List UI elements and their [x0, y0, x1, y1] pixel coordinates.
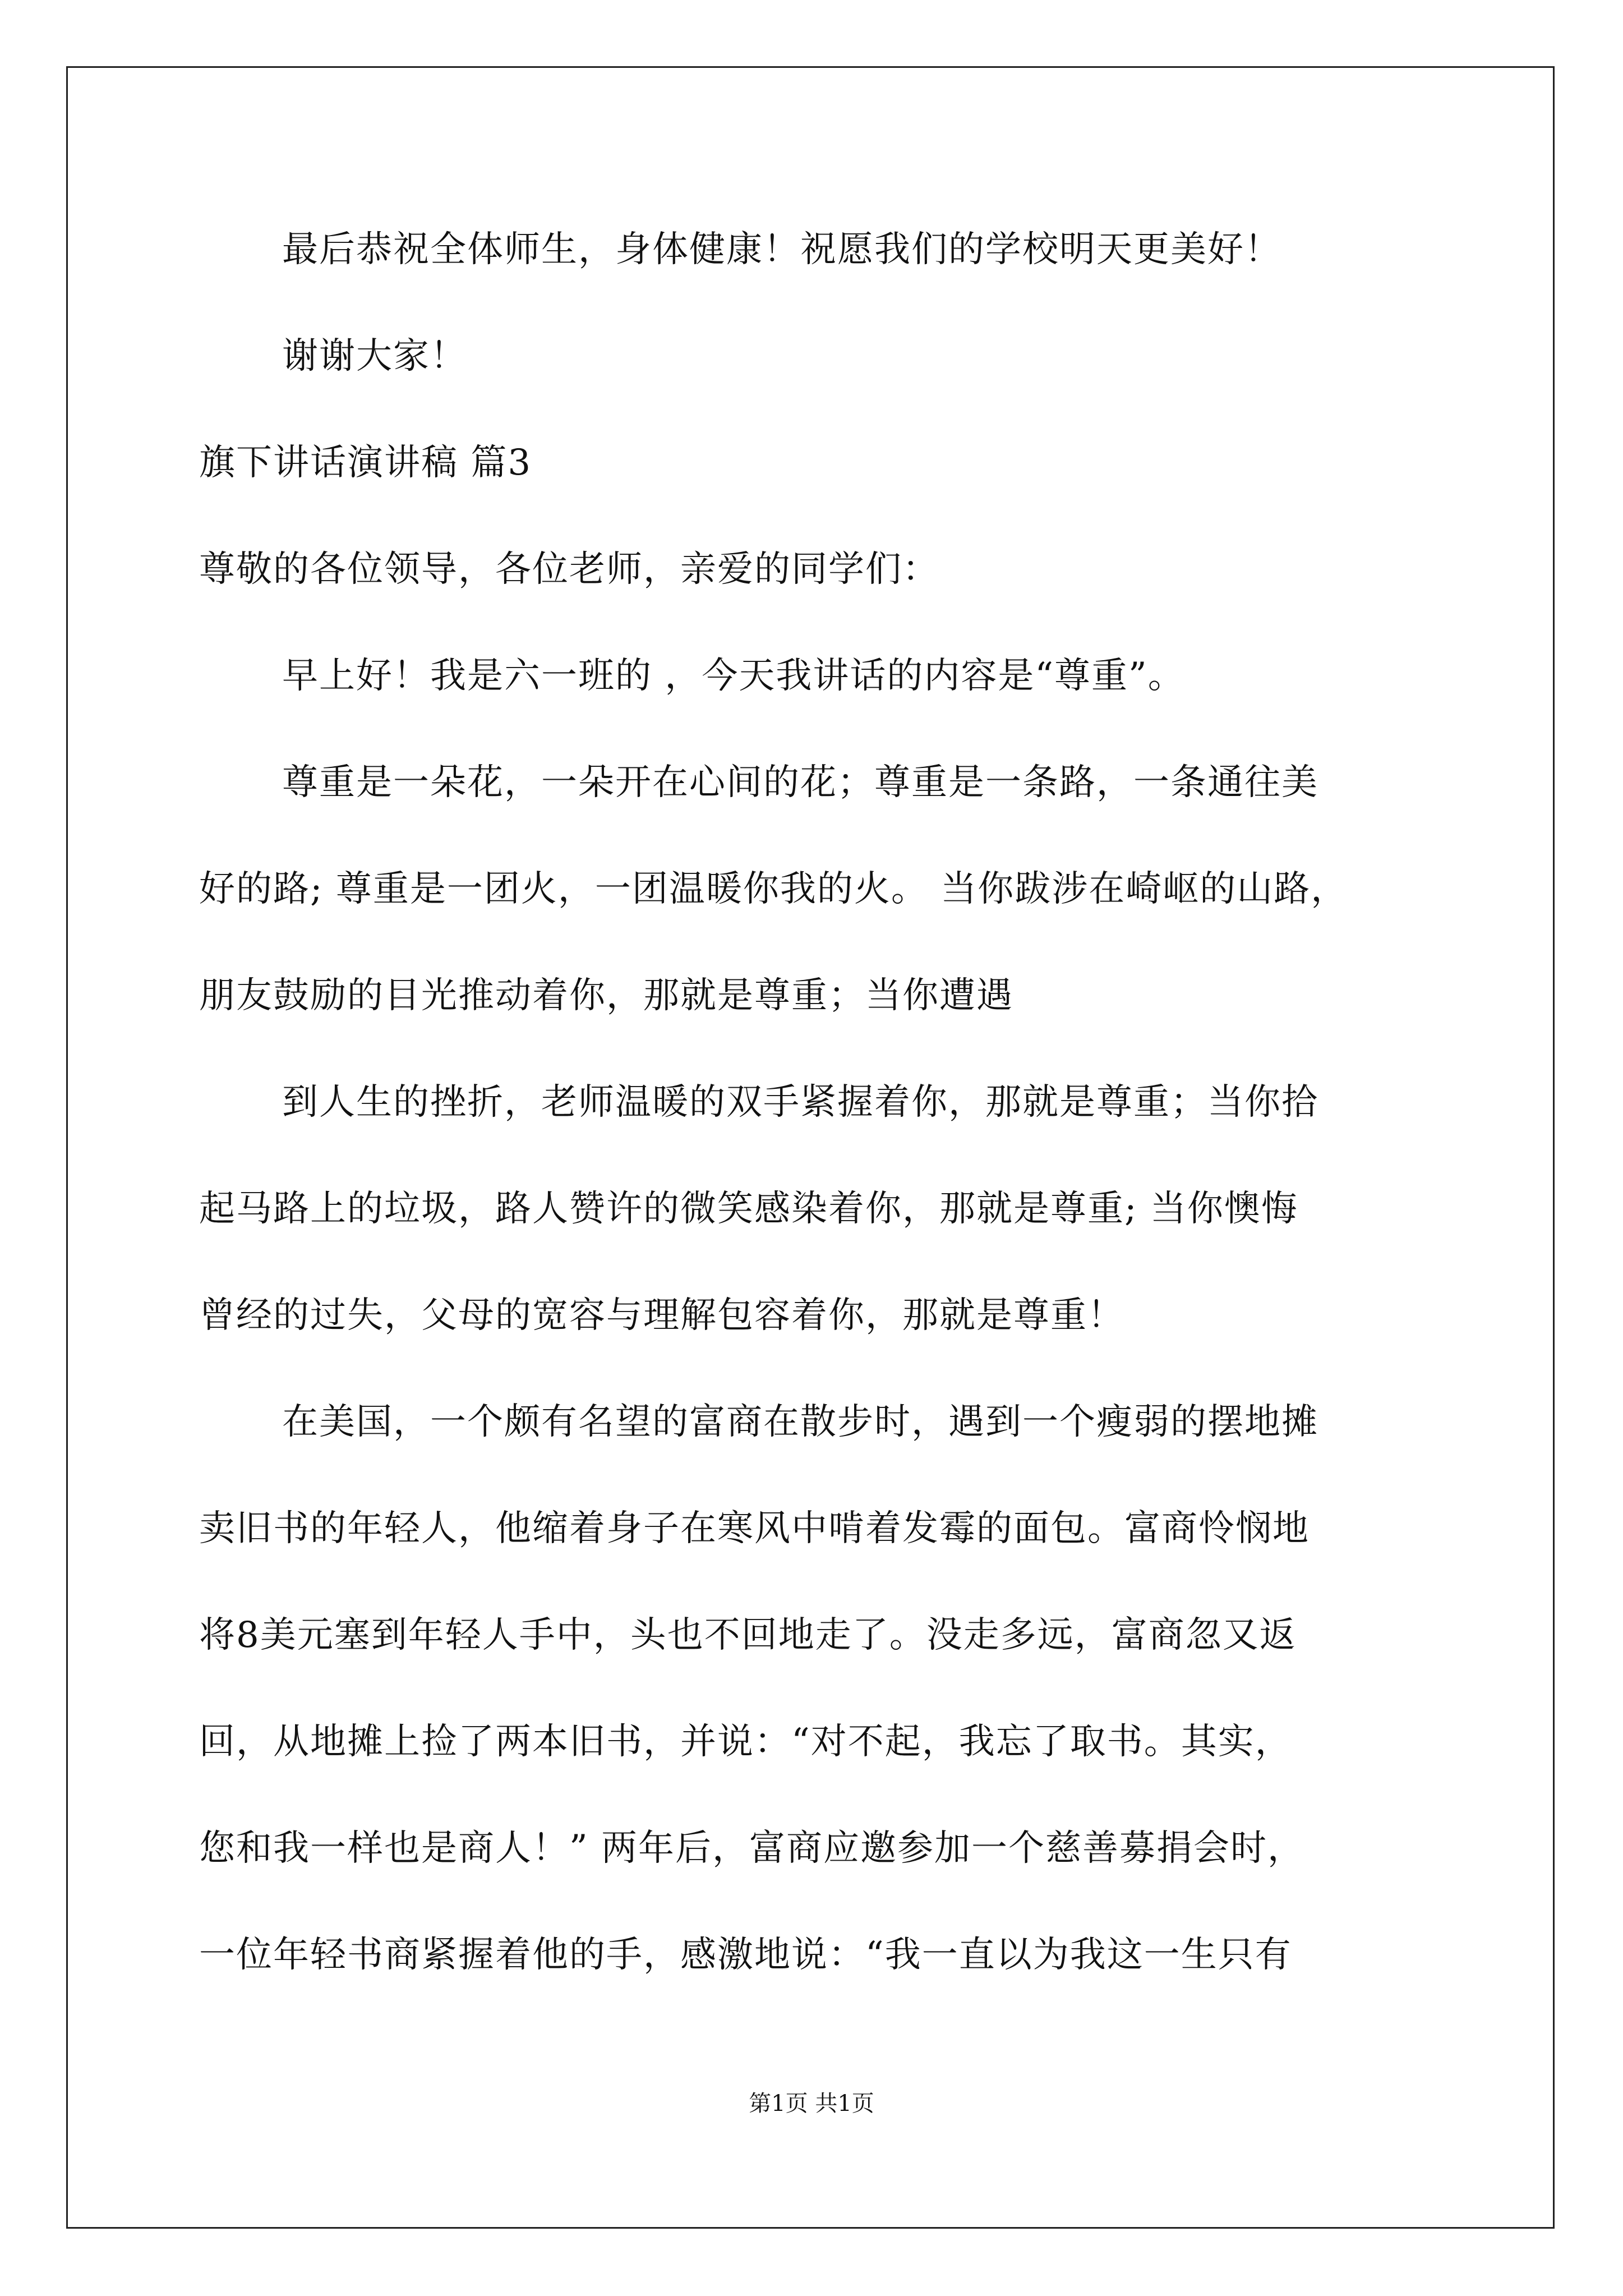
paragraph-line: 到人生的挫折，老师温暖的双手紧握着你，那就是尊重；当你拾 — [282, 1082, 1318, 1123]
greeting-line: 早上好！我是六一班的 ，今天我讲话的内容是“尊重”。 — [282, 655, 1185, 697]
paragraph-line: 一位年轻书商紧握着他的手，感激地说：“我一直以为我这一生只有 — [199, 1934, 1292, 1976]
page-number-footer: 第1页 共1页 — [749, 2091, 874, 2116]
paragraph-line: 您和我一样也是商人！” 两年后，富商应邀参加一个慈善募捐会时， — [199, 1828, 1305, 1869]
paragraph-line: 在美国，一个颇有名望的富商在散步时，遇到一个瘦弱的摆地摊 — [282, 1401, 1318, 1443]
paragraph-line: 回，从地摊上捡了两本旧书，并说：“对不起，我忘了取书。其实， — [199, 1721, 1292, 1763]
closing-wish: 最后恭祝全体师生，身体健康！祝愿我们的学校明天更美好！ — [282, 229, 1281, 270]
paragraph-line: 朋友鼓励的目光推动着你，那就是尊重；当你遭遇 — [199, 975, 1013, 1016]
paragraph-line: 曾经的过失，父母的宽容与理解包容着你，那就是尊重！ — [199, 1295, 1124, 1336]
paragraph-line: 好的路; 尊重是一团火，一团温暖你我的火。 当你跋涉在崎岖的山路， — [199, 868, 1348, 910]
paragraph-line: 将8美元塞到年轻人手中，头也不回地走了。没走多远，富商忽又返 — [199, 1614, 1297, 1656]
page-border — [66, 66, 1555, 2229]
paragraph-line: 卖旧书的年轻人，他缩着身子在寒风中啃着发霉的面包。富商怜悯地 — [199, 1508, 1310, 1549]
paragraph-line: 尊重是一朵花，一朵开在心间的花；尊重是一条路，一条通往美 — [282, 762, 1318, 803]
thanks-line: 谢谢大家！ — [282, 335, 467, 377]
salutation: 尊敬的各位领导，各位老师，亲爱的同学们： — [199, 549, 939, 590]
paragraph-line: 起马路上的垃圾，路人赞许的微笑感染着你，那就是尊重; 当你懊悔 — [199, 1188, 1298, 1230]
section-heading: 旗下讲话演讲稿 篇3 — [199, 442, 532, 484]
